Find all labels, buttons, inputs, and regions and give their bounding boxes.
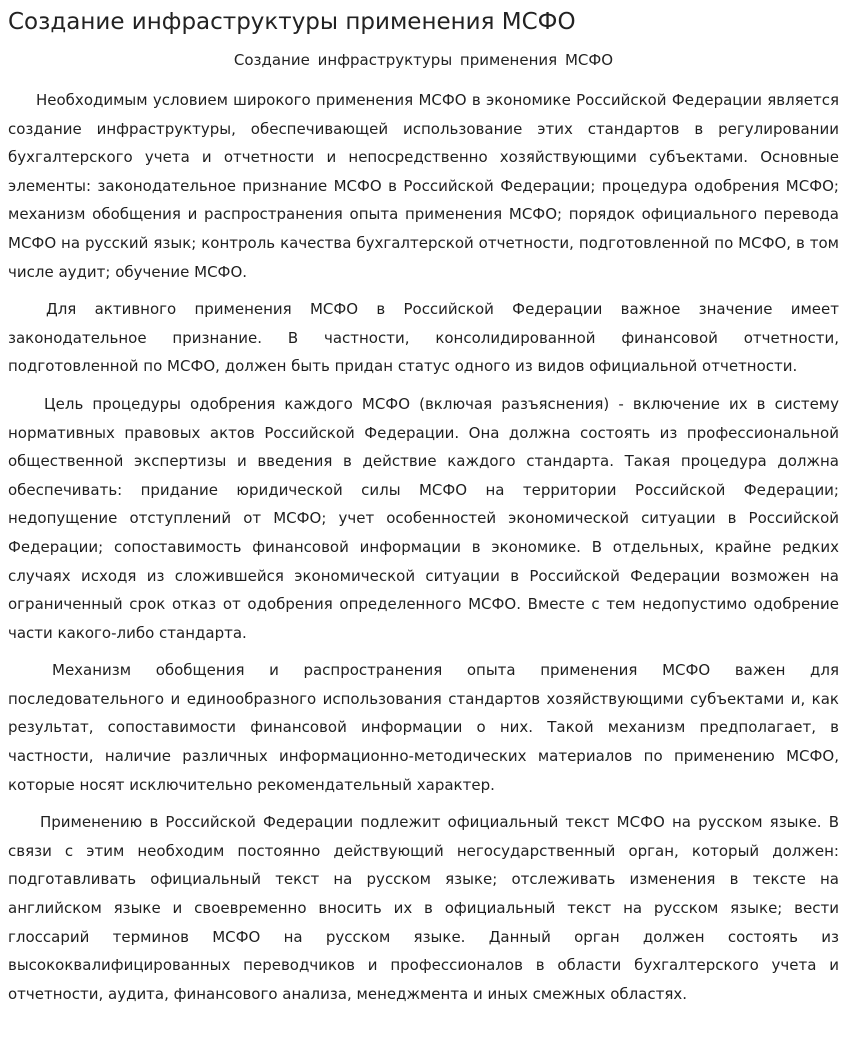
paragraph-legislative-recognition: Для активного применения МСФО в Российской Федерации важное значение имеет законодательное признание. В частности, консолидированной финансовой отчетности, подготовленной по МСФО, должен быть придан статус одного из видов официальной отчетности. [8, 300, 839, 376]
paragraph-approval-procedure: Цель процедуры одобрения каждого МСФО (включая разъяснения) - включение их в систему нормативных правовых актов Российской Федерации. Она должна состоять из профессиональной общественной экспертизы и введения в действие каждого стандарта. Такая процедура должна обеспечивать: придание юридической силы МСФО на территории Российской Федерации; недопущение отступлений от МСФО; учет особенностей экономической ситуации в Российской Федерации; сопоставимость финансовой информации в экономике. В отдельных, крайне редких случаях исходя из сложившейся экономической ситуации в Российской Федерации возможен на ограниченный срок отказ от одобрения определенного МСФО. Вместе с тем недопустимо одобрение части какого-либо стандарта. [8, 394, 839, 642]
page-title: Создание инфраструктуры применения МСФО [8, 9, 576, 35]
paragraph-infrastructure-elements: Необходимым условием широкого применения МСФО в экономике Российской Федерации является создание инфраструктуры, обеспечивающей использование этих стандартов в регулировании бухгалтерского учета и отчетности и непосредственно хозяйствующими субъектами. Основные элементы: законодательное признание МСФО в Российской Федерации; процедура одобрения МСФО; механизм обобщения и распространения опыта применения МСФО; порядок официального перевода МСФО на русский язык; контроль качества бухгалтерской отчетности, подготовленной по МСФО, в том числе аудит; обучение МСФО. [8, 91, 839, 281]
paragraph-official-translation: Применению в Российской Федерации подлежит официальный текст МСФО на русском языке. В связи с этим необходим постоянно действующий негосударственный орган, который должен: подготавливать официальный текст на русском языке; отслеживать изменения в тексте на английском языке и своевременно вносить их в официальный текст на русском языке; вести глоссарий терминов МСФО на русском языке. Данный орган должен состоять из высококвалифицированных переводчиков и профессионалов в области бухгалтерского учета и отчетности, аудита, финансового анализа, менеджмента и иных смежных областях. [8, 813, 839, 1003]
document-subtitle: Создание инфраструктуры применения МСФО [233, 51, 614, 69]
paragraph-experience-mechanism: Механизм обобщения и распространения опыта применения МСФО важен для последовательного и единообразного использования стандартов хозяйствующими субъектами и, как результат, сопоставимости финансовой информации о них. Такой механизм предполагает, в частности, наличие различных информационно-методических материалов по применению МСФО, которые носят исключительно рекомендательный характер. [8, 661, 839, 794]
